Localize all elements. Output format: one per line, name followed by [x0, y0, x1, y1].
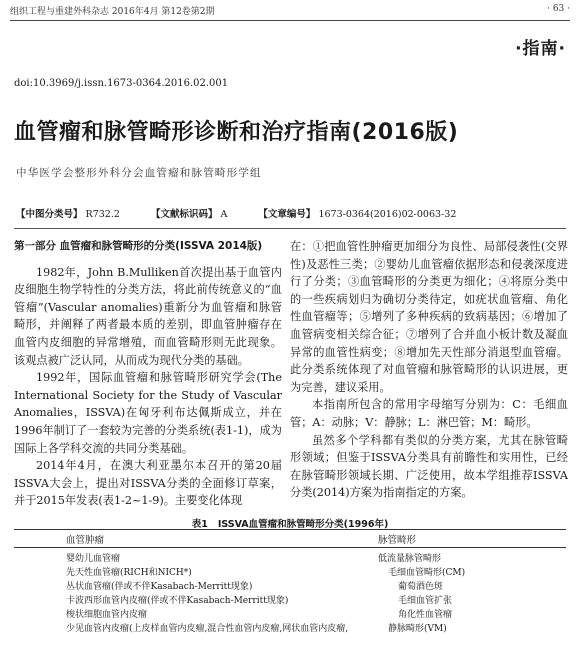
- paragraph: 2014年4月，在澳大利亚墨尔本召开的第20届ISSVA大会上，提出对ISSVA分类的全面修订草案，并于2015年发表(表1-2~1-9)。主要变化体现: [14, 459, 282, 508]
- table-cell-left: 丛状血管瘤(伴或不伴Kasabach-Merritt现象): [66, 582, 253, 592]
- table-cell-left: 梭状细胞血管内皮瘤: [66, 610, 148, 620]
- page-number: · 63 ·: [547, 4, 570, 14]
- table-header-right: 脉管畸形: [378, 535, 417, 546]
- table-number: 表1: [191, 519, 208, 530]
- article-title: 血管瘤和脉管畸形诊断和治疗指南(2016版): [14, 120, 459, 145]
- article-no-label: 【文章编号】: [258, 209, 316, 220]
- clc-value: R732.2: [85, 209, 120, 220]
- table-cell-right: 毛细血管扩张: [398, 596, 453, 606]
- table-cell-right: 葡萄酒色斑: [398, 582, 444, 592]
- table-cell-left: 婴幼儿血管瘤: [66, 554, 121, 564]
- paragraph: 在：①把血管性肿瘤更加细分为良性、局部侵袭性(交界性)及恶性三类；②婴幼儿血管瘤依据形态和侵袭深度进行了分类；③血管畸形的分类更为细化；④将原分类中的一些疾病划归为确切分类待定，如疣状血管瘤、角化性血管瘤等；⑤增列了多种疾病的致病基因；⑥增加了血管病变相关综合征；⑦增列了合并血小板计数及凝血异常的血管性病变；⑧增加先天性部分消退型血管瘤。此分类系统体现了对血管瘤和脉管畸形的认识进展，更为完善，建议采用。: [290, 240, 568, 394]
- doi: doi:10.3969/j.issn.1673-0364.2016.02.001: [14, 78, 229, 89]
- doc-code-label: 【文献标识码】: [150, 209, 218, 220]
- table-cell-right: 角化性血管瘤: [398, 610, 453, 620]
- table-cell-right: 低流量脉管畸形: [378, 554, 442, 564]
- table-cell-left: 先天性血管瘤(RICH和NICH*): [66, 568, 192, 578]
- table-caption: [0, 516, 580, 530]
- paragraph: 1992年，国际血管瘤和脉管畸形研究学会(The International Society for the Study of Vascular Anomalies，ISSVA)在匈牙利布达佩斯成立，并在1996年制订了一套较为完善的分类系统(表1-1)，成为国际上各学科交流的共同分类基础。: [14, 371, 282, 455]
- section-tag: ·指南·: [515, 39, 566, 59]
- table-header-rule: [14, 547, 566, 548]
- table-cell-right: 静脉畸形(VM): [388, 624, 447, 634]
- right-column: [290, 238, 568, 502]
- doc-code-value: A: [220, 209, 228, 220]
- classification-rule: [14, 228, 566, 229]
- header-rule: [10, 20, 570, 21]
- paragraph: 1982年，John B.Mulliken首次提出基于血管内皮细胞生物学特性的分类方法，将此前传统意义的“血管瘤”(Vascular anomalies)重新分为血管瘤和脉管畸形，并阐释了两者最本质的差别，即血管肿瘤存在血管内皮细胞的异常增殖，而血管畸形则无此现象。该观点被广泛认同，从而成为现代分类的基础。: [14, 265, 282, 367]
- part-heading: 第一部分 血管瘤和脉管畸形的分类(ISSVA 2014版): [14, 240, 263, 252]
- journal-info: 组织工程与重建外科杂志 2016年4月 第12卷第2期: [10, 7, 215, 17]
- article-no-value: 1673-0364(2016)02-0063-32: [318, 209, 457, 220]
- table-cell-right: 毛细血管畸形(CM): [388, 568, 466, 578]
- left-column: [14, 238, 282, 510]
- clc-label: 【中图分类号】: [16, 209, 83, 220]
- table-cell-left: 卡波西形血管内皮瘤(伴或不伴Kasabach-Merritt现象): [66, 596, 289, 606]
- table-cell-left: 少见血管内皮瘤(上皮样血管内皮瘤,混合性血管内皮瘤,网状血管内皮瘤,: [66, 624, 349, 634]
- authors: 中华医学会整形外科分会血管瘤和脉管畸形学组: [16, 167, 262, 179]
- running-header: [10, 4, 570, 20]
- table-header-left: 血管肿瘤: [66, 535, 105, 546]
- paragraph: 虽然多个学科都有类似的分类方案，尤其在脉管畸形领域；但鉴于ISSVA分类具有前瞻性和实用性，已经在脉管畸形领域长期、广泛使用，故本学组推荐ISSVA分类(2014)方案为指南指定的方案。: [290, 433, 568, 500]
- table-top-rule: [14, 529, 566, 530]
- paragraph: 本指南所包含的常用字母缩写分别为：C：毛细血管；A：动脉；V：静脉；L：淋巴管；M：畸形。: [290, 398, 568, 429]
- classification-line: [16, 206, 484, 220]
- table-title: ISSVA血管瘤和脉管畸形分类(1996年): [217, 519, 389, 530]
